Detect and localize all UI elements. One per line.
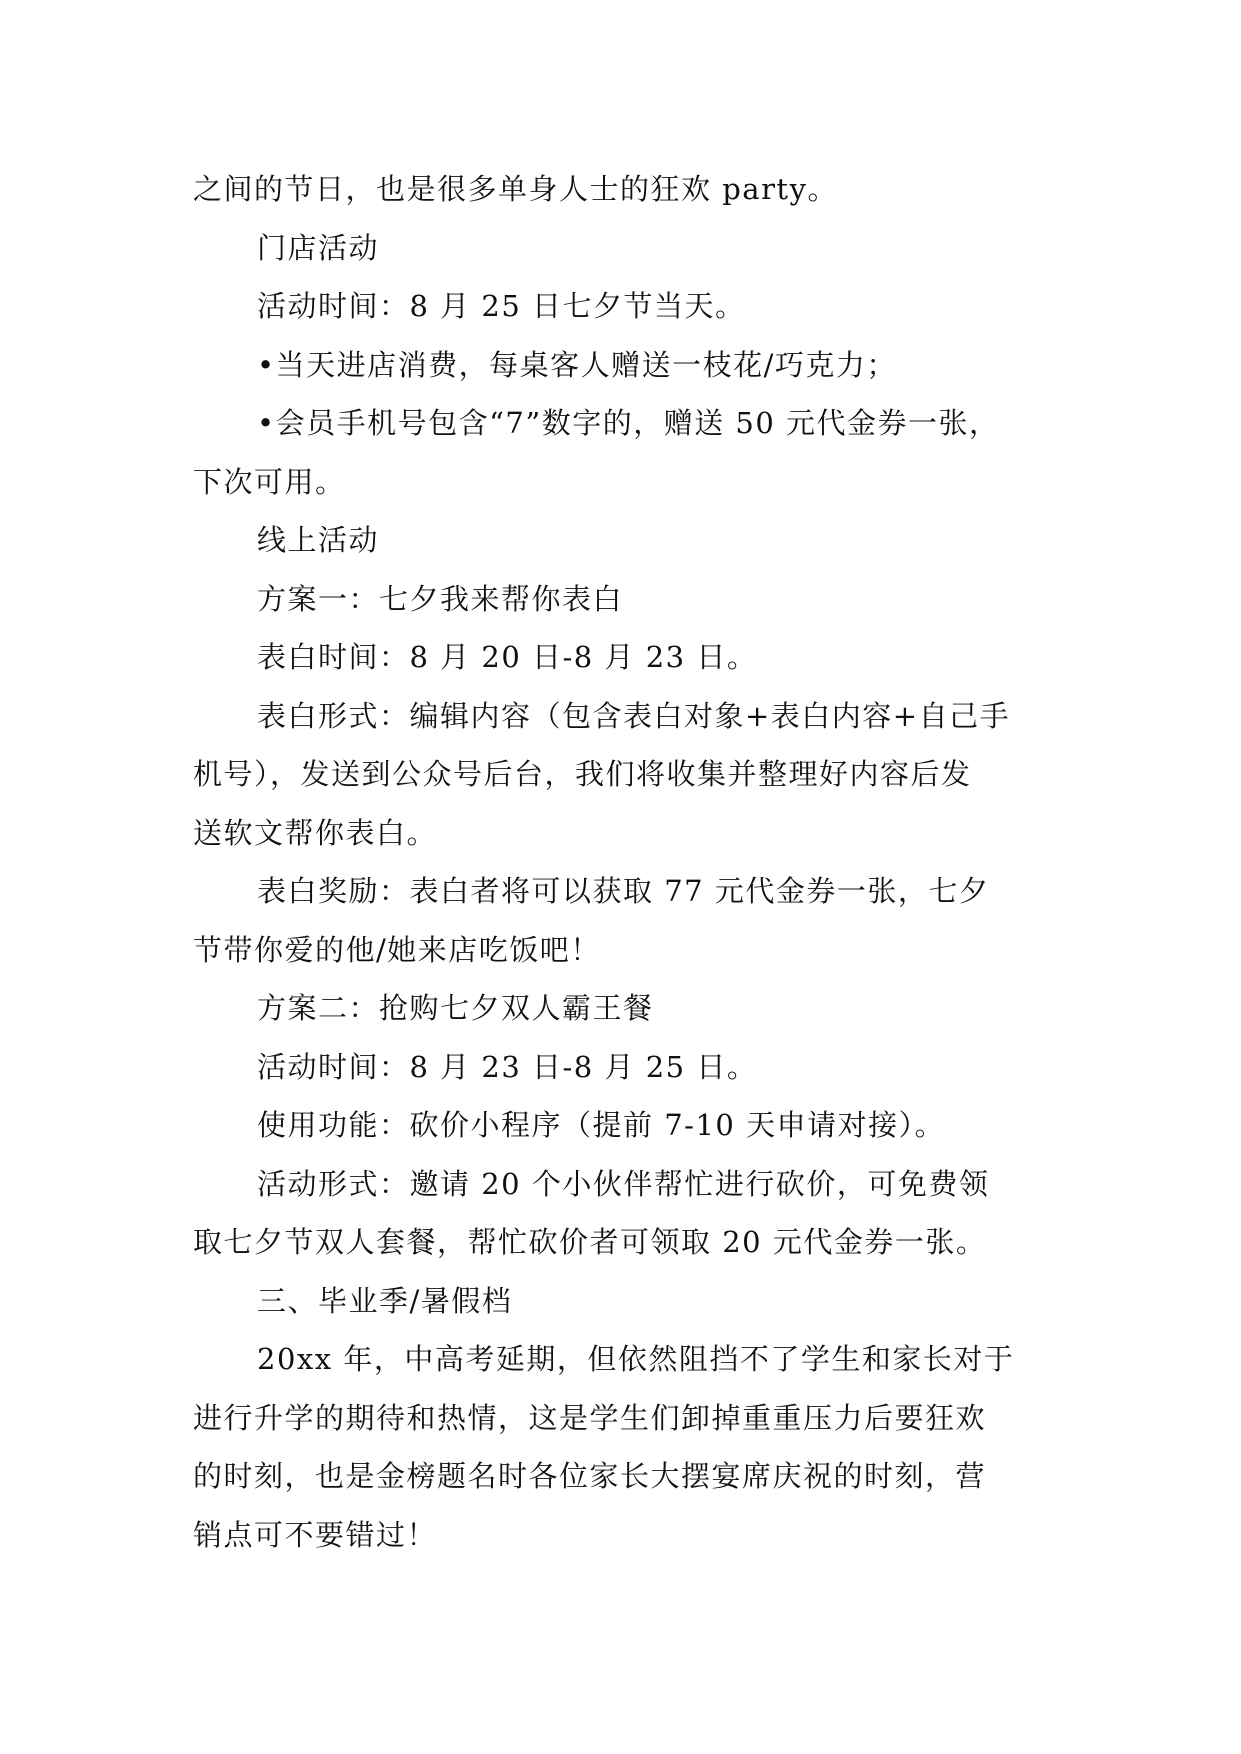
paragraph-line: 进行升学的期待和热情，这是学生们卸掉重重压力后要狂欢 [193, 1400, 987, 1435]
paragraph-line: 销点可不要错过！ [193, 1517, 438, 1552]
paragraph-line: 机号），发送到公众号后台，我们将收集并整理好内容后发 [193, 757, 972, 791]
paragraph-line: 节带你爱的他/她来店吃饭吧！ [193, 932, 601, 967]
paragraph-line: 活动时间：8 月 23 日-8 月 25 日。 [257, 1049, 758, 1084]
section-heading-store-activity: 门店活动 [257, 230, 380, 265]
plan-two-heading: 方案二：抢购七夕双人霸王餐 [257, 991, 654, 1025]
paragraph-line: 表白奖励：表白者将可以获取 77 元代金券一张，七夕 [257, 874, 990, 908]
paragraph-line: 活动时间：8 月 25 日七夕节当天。 [257, 289, 746, 323]
document-page [193, 160, 1057, 1564]
paragraph-line: 取七夕节双人套餐，帮忙砍价者可领取 20 元代金券一张。 [193, 1225, 987, 1259]
paragraph-line: 之间的节日，也是很多单身人士的狂欢 party。 [193, 172, 838, 206]
plan-one-heading: 方案一：七夕我来帮你表白 [257, 581, 624, 616]
paragraph-line: 表白时间：8 月 20 日-8 月 23 日。 [257, 640, 758, 674]
paragraph-line: 20xx 年，中高考延期，但依然阻挡不了学生和家长对于 [257, 1342, 1015, 1376]
paragraph-line: 表白形式：编辑内容（包含表白对象+表白内容+自己手 [257, 698, 1011, 733]
paragraph-line: 送软文帮你表白。 [193, 815, 438, 850]
paragraph-line: 下次可用。 [193, 464, 346, 499]
paragraph-line: 活动形式：邀请 20 个小伙伴帮忙进行砍价，可免费领 [257, 1166, 990, 1201]
bullet-item: •会员手机号包含“7”数字的，赠送 50 元代金券一张， [257, 406, 1000, 440]
section-heading-online-activity: 线上活动 [257, 523, 380, 557]
bullet-item: •当天进店消费，每桌客人赠送一枝花/巧克力； [257, 347, 897, 382]
section-heading-graduation: 三、毕业季/暑假档 [257, 1283, 513, 1318]
paragraph-line: 的时刻，也是金榜题名时各位家长大摆宴席庆祝的时刻，营 [193, 1459, 987, 1493]
paragraph-line: 使用功能：砍价小程序（提前 7-10 天申请对接）。 [257, 1108, 946, 1142]
